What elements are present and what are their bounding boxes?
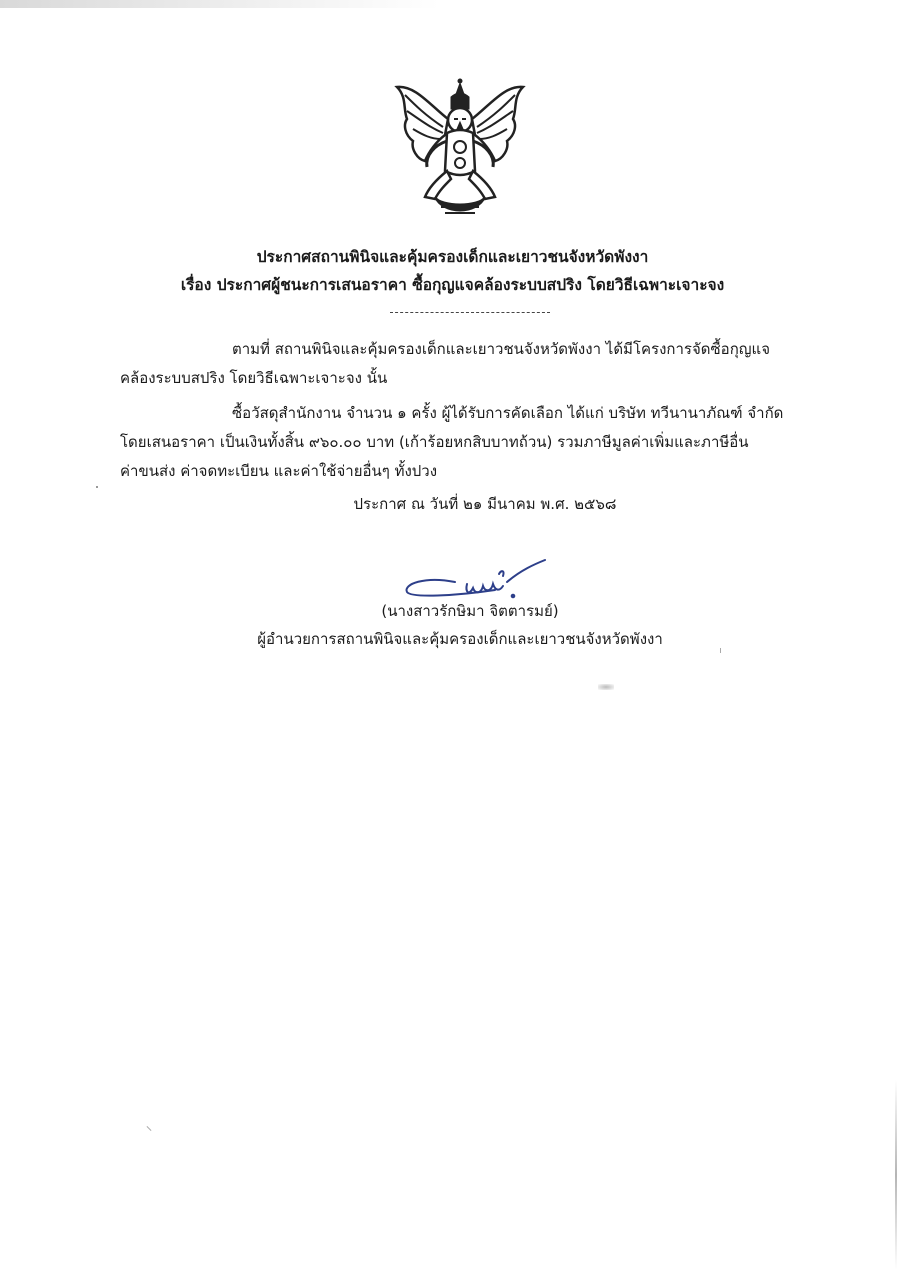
paragraph-2 — [120, 399, 820, 486]
signer-name: (นางสาวรักษิมา จิตตารมย์) — [381, 602, 559, 620]
paragraph-1 — [120, 335, 820, 393]
scan-speck — [720, 648, 721, 653]
signer-position: ผู้อำนวยการสถานพินิจและคุ้มครองเด็กและเยาวชนจังหวัดพังงา — [257, 630, 663, 648]
paragraph-1-line-1: ตามที่ สถานพินิจและคุ้มครองเด็กและเยาวชนจังหวัดพังงา ได้มีโครงการจัดซื้อกุญแจ — [232, 340, 771, 358]
title-line-1: ประกาศสถานพินิจและคุ้มครองเด็กและเยาวชนจังหวัดพังงา — [256, 248, 649, 266]
document-title — [60, 243, 845, 299]
paragraph-2-line-1: ซื้อวัสดุสำนักงาน จำนวน ๑ ครั้ง ผู้ได้รับการคัดเลือก ได้แก่ บริษัท ทวีนานาภัณฑ์ จำกัด — [232, 404, 784, 422]
scan-shade — [0, 0, 440, 8]
scan-speck — [598, 684, 614, 690]
scan-speck — [96, 486, 98, 488]
title-line-2: เรื่อง ประกาศผู้ชนะการเสนอราคา ซื้อกุญแจคล้องระบบสปริง โดยวิธีเฉพาะเจาะจง — [180, 276, 725, 294]
paragraph-1-line-2: คล้องระบบสปริง โดยวิธีเฉพาะเจาะจง นั้น — [120, 369, 388, 387]
announcement-date: ประกาศ ณ วันที่ ๒๑ มีนาคม พ.ศ. ๒๕๖๘ — [353, 495, 617, 513]
garuda-emblem-icon — [385, 75, 535, 225]
paragraph-2-line-2: โดยเสนอราคา เป็นเงินทั้งสิ้น ๙๖๐.๐๐ บาท (เก้าร้อยหกสิบบาทถ้วน) รวมภาษีมูลค่าเพิ่มและภาษีอื่น — [120, 433, 749, 451]
separator-rule — [390, 312, 550, 313]
scan-speck — [147, 1126, 152, 1131]
scan-edge-line — [895, 1080, 897, 1270]
paragraph-2-line-3: ค่าขนส่ง ค่าจดทะเบียน และค่าใช้จ่ายอื่นๆ ทั้งปวง — [120, 462, 438, 480]
